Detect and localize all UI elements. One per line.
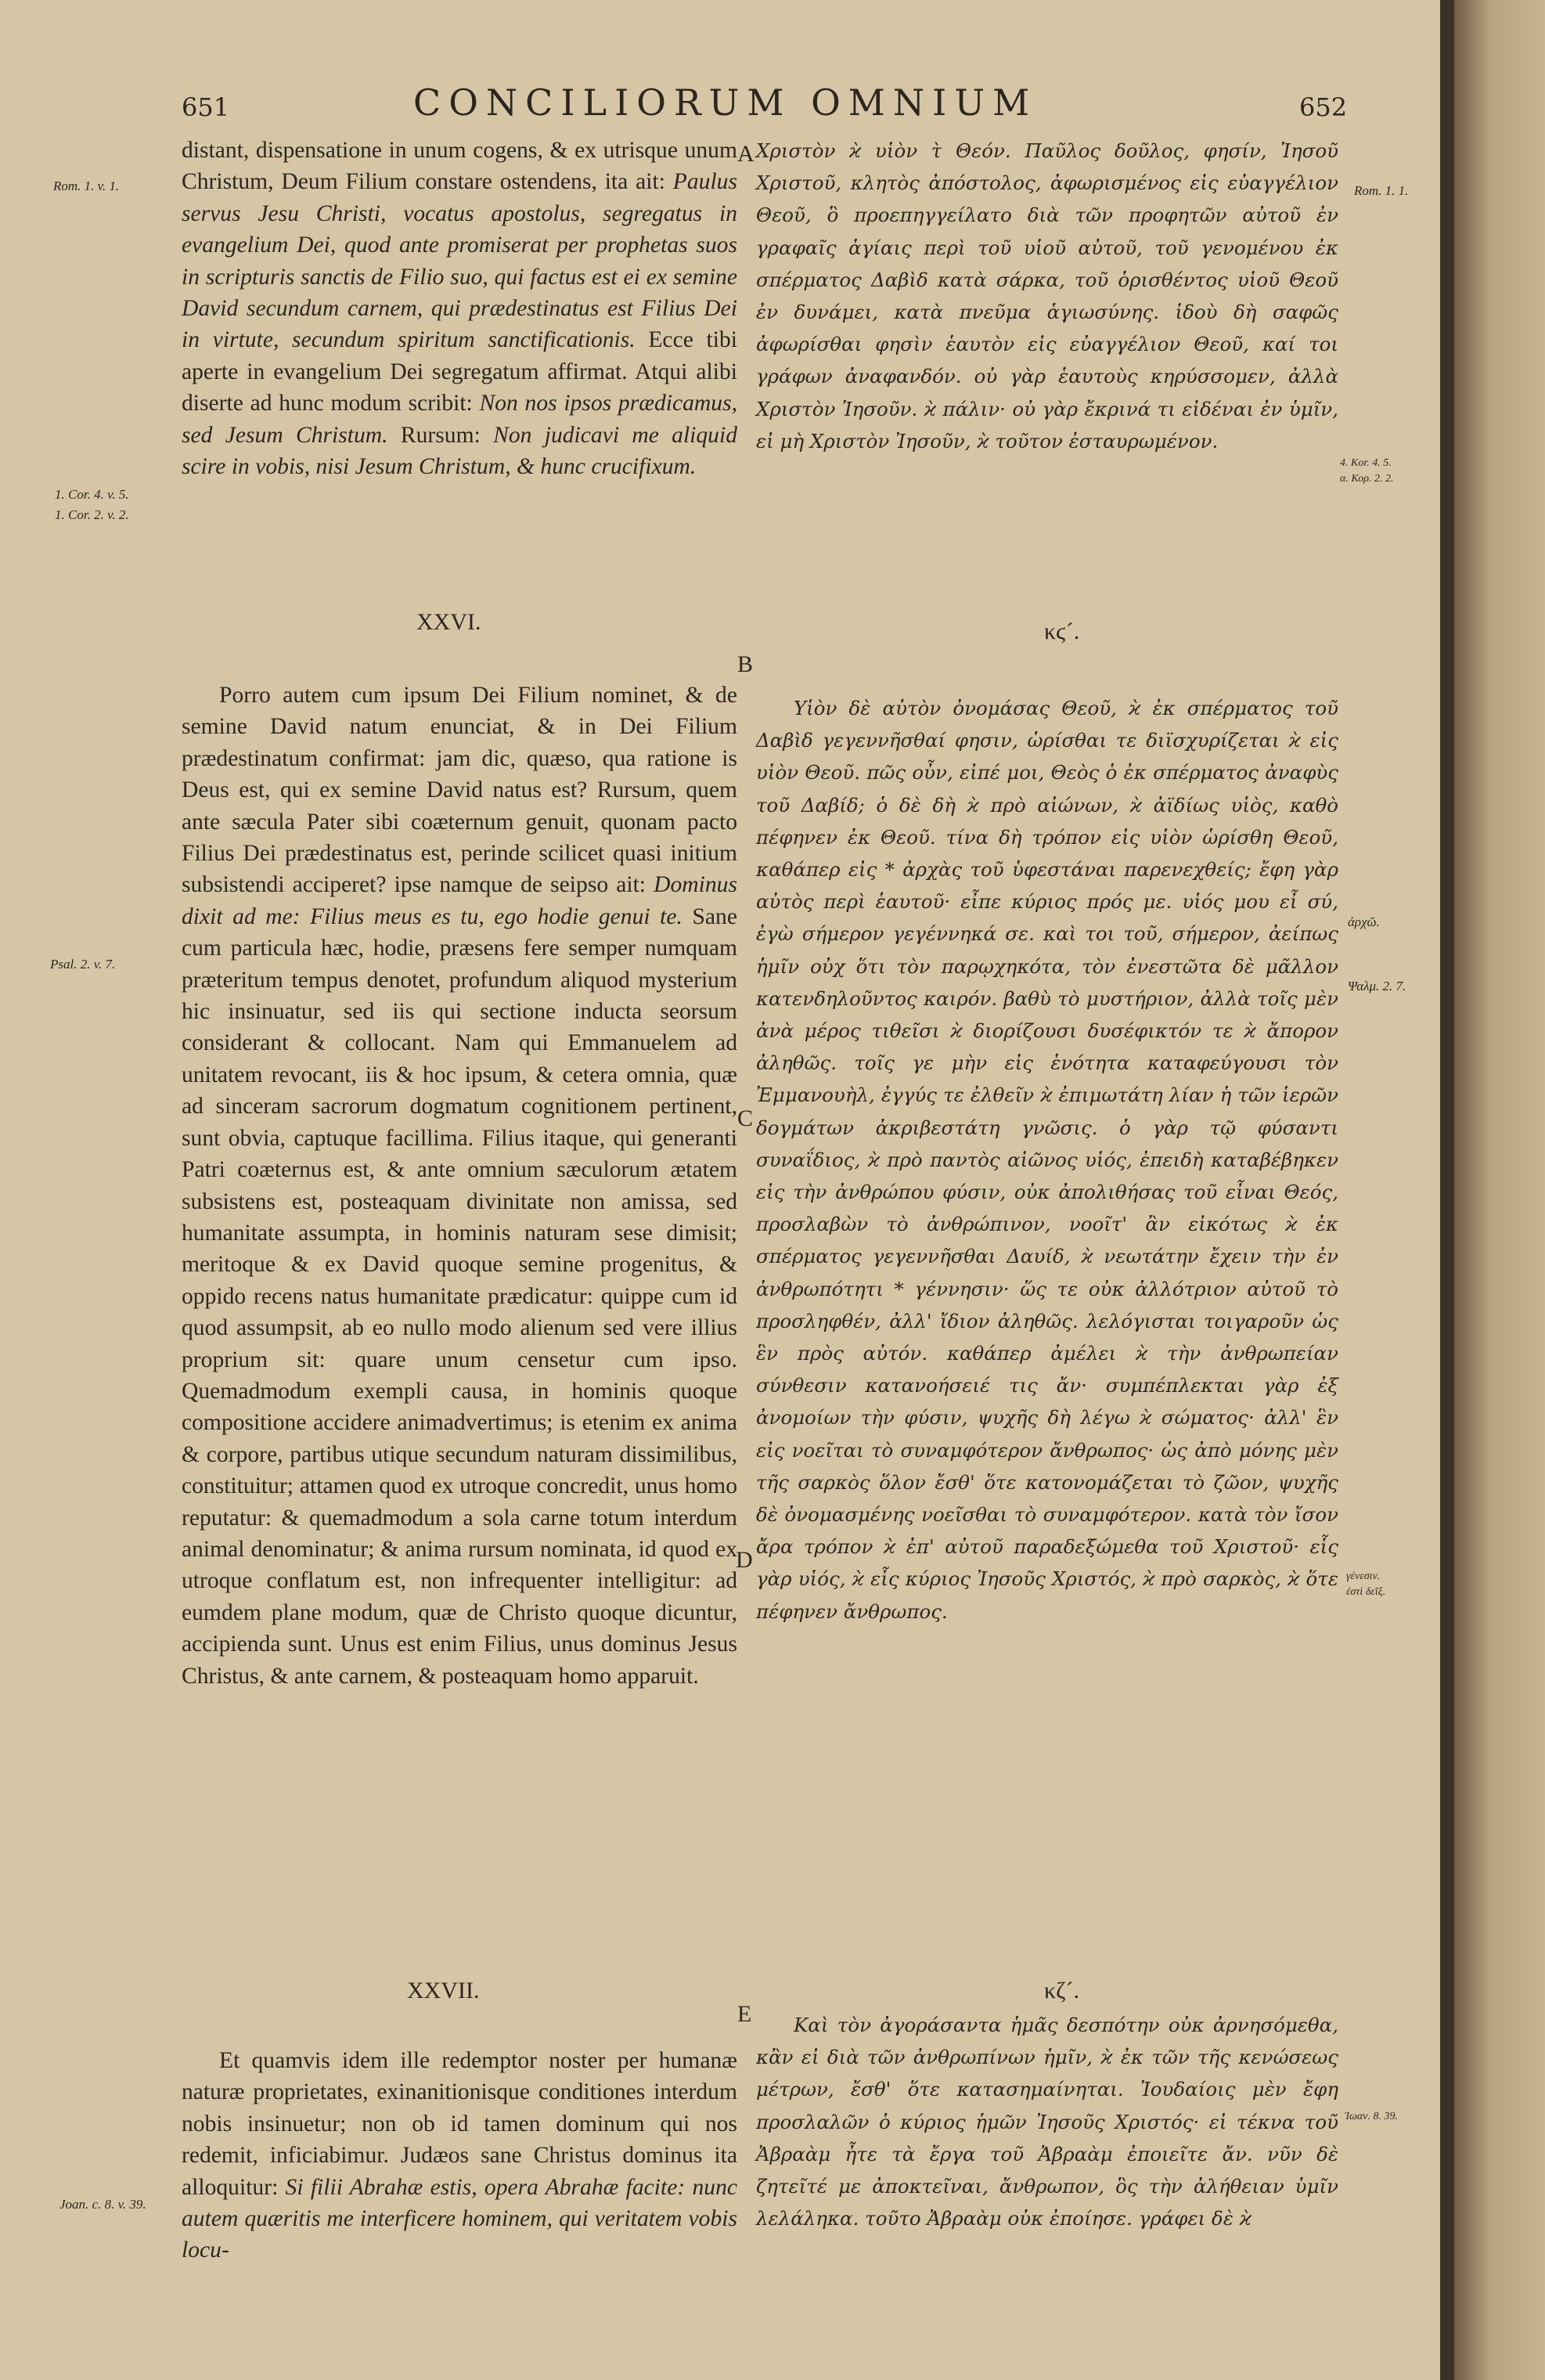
section-letter-c: C — [737, 1105, 754, 1131]
margin-ref-psal-greek: Ψαλμ. 2. 7. — [1348, 979, 1406, 993]
latin-text-top: distant, dispensatione in unum cogens, & ex utrisque unum Christum, Deum Filium constare ostendens, ita ait: Paulus servus Jesu Christi, vocatus apostolus, segregatus in evangelium Dei, quod ante promiserat per prophetas suos in scripturis sanctis de Filio suo, qui factus est ei ex semine David secundum carnem, qui prædestinatus est Filius Dei in virtute, secundum spiritum sanctificationis. Ecce tibi aperte in evangelium Dei segregatum affirmat. Atqui alibi diserte ad hunc modum scribit: Non nos ipsos prædicamus, sed Jesum Christum. Rursum: Non judicavi me aliquid scire in vobis, nisi Jesum Christum, & hunc crucifixum. — [182, 138, 737, 480]
section-heading-27-latin: XXVII. — [407, 1978, 480, 2003]
section-heading-26-latin: XXVI. — [416, 609, 481, 635]
latin-text-26: Porro autem cum ipsum Dei Filium nominet, & de semine David natum enunciat, & in Dei Filium prædestinatum confirmat: jam dic, quæso, qua ratione is Deus est, qui ex semine David natus est? Rursum, quem ante sæcula Pater sibi coæternum genuit, quonam pacto Filius Dei prædestinatus est, perinde scilicet quasi initium subsistendi acciperet? ipse namque de seipso ait: Dominus dixit ad me: Filius meus es tu, ego hodie genui te. Sane cum particula hæc, hodie, præsens fere semper numquam præteritum tempus denotet, profundum aliquod mysterium hic insinuatur, sed iis qui sectione inducta seorsum considerant & collocant. Nam qui Emmanuelem ad unitatem revocant, iis & hoc ipsum, & cetera omnia, quæ ad sinceram sacrorum dogmatum cognitionem pertinent, sunt obvia, captuque facillima. Filius itaque, qui generanti Patri coæternus est, & ante omnium sæculorum ætatem subsistens est, posteaquam divinitate non amissa, sed humanitate assumpta, in hominis naturam sese dimisit; meritoque & ex David quoque semine progenitus, & oppido recens natus humanitate prædicatur: quippe cum id quod assumpsit, ab eo nullo modo alienum sed vere illius proprium sit: quare unum censetur cum ipso. Quemadmodum exempli causa, in hominis quoque compositione accidere animadvertimus; is etenim ex anima & corpore, partibus utique secundum naturam dissimilibus, constituitur; attamen quod ex utroque concredit, unus homo reputatur: & quemadmodum a sola carne totum interdum animal denominatur; & anima rursum nominata, id quod ex utroque conflatum est, non infrequenter intelligitur: ad eumdem plane modum, quæ de Christo quoque dicuntur, accipienda sunt. Unus est enim Filius, unus dominus Jesus Christus, & ante carnem, & posteaquam homo apparuit. — [182, 683, 737, 1689]
greek-text-top: Χριστὸν ϰ̀ υἱὸν τ̀ Θεόν. Παῦλος δοῦλος, φησίν, Ἰησοῦ Χριστοῦ, κλητὸς ἀπόστολος, ἀφωρισμένος εἰς εὐαγγέλιον Θεοῦ, ὃ προεπηγγείλατο διὰ τῶν προφητῶν αὐτοῦ ἐν γραφαῖς ἁγίαις περὶ τοῦ υἱοῦ αὐτοῦ, τοῦ γενομένου ἐκ σπέρματος Δαβὶδ κατὰ σάρκα, τοῦ ὁρισθέντος υἱοῦ Θεοῦ ἐν δυνάμει, κατὰ πνεῦμα ἁγιωσύνης. ἰδοὺ δὴ σαφῶς ἀφωρίσθαι φησὶν ἑαυτὸν εἰς εὐαγγέλιον Θεοῦ, καί τοι γράφων ἀναφανδόν. οὐ γὰρ ἑαυτοὺς κηρύσσομεν, ἀλλὰ Χριστὸν Ἰησοῦν. ϰ̀ πάλιν· οὐ γὰρ ἔκρινά τι εἰδέναι ἐν ὑμῖν, εἰ μὴ Χριστὸν Ἰησοῦν, ϰ̀ τοῦτον ἐσταυρωμένον. — [756, 139, 1338, 453]
margin-ref-cor-greek-2: α. Κορ. 2. 2. — [1340, 473, 1394, 485]
section-letter-b: B — [737, 651, 754, 677]
margin-ref-rom: Rom. 1. v. 1. — [53, 178, 120, 193]
margin-ref-cor1: 1. Cor. 4. v. 5. — [55, 487, 129, 502]
page-number-left: 651 — [182, 92, 230, 122]
margin-ref-gen-2: ἐστὶ δεῖξ. — [1346, 1586, 1386, 1598]
margin-ref-archas: ἀρχῶ. — [1348, 914, 1380, 929]
section-letter-e: E — [737, 2001, 752, 2027]
margin-ref-rom-greek: Rom. 1. 1. — [1354, 183, 1409, 198]
greek-text-27: Καὶ τὸν ἀγοράσαντα ἡμᾶς δεσπότην οὐκ ἀρνησόμεθα, κἂν εἰ διὰ τῶν ἀνθρωπίνων ἡμῖν, ϰ̀ ἐκ τῶν τῆς κενώσεως μέτρων, ἔσθ' ὅτε κατασημαίνηται. Ἰουδαίοις μὲν ἔφη προσλαλῶν ὁ κύριος ἡμῶν Ἰησοῦς Χριστός· εἰ τέκνα τοῦ Ἀβραὰμ ἦτε τὰ ἔργα τοῦ Ἀβραὰμ ἐποιεῖτε ἄν. νῦν δὲ ζητεῖτέ με ἀποκτεῖναι, ἄνθρωπον, ὃς τὴν ἀλήθειαν ὑμῖν λελάληκα. τοῦτο Ἀβραὰμ οὐκ ἐποίησε. γράφει δὲ ϰ̀ — [756, 2014, 1338, 2230]
margin-ref-gen-1: γένεσιν. — [1346, 1570, 1381, 1582]
latin-text-27: Et quamvis idem ille redemptor noster per humanæ naturæ proprietates, exinanitionisque conditiones interdum nobis insinuetur; non ob id tamen dominum qui nos redemit, inficiabimur. Judæos sane Christus dominus ita alloquitur: Si filii Abrahæ estis, opera Abrahæ facite: nunc autem quæritis me interficere hominem, qui veritatem vobis locu- — [182, 2048, 737, 2263]
greek-text-26: Υἱὸν δὲ αὐτὸν ὀνομάσας Θεοῦ, ϰ̀ ἐκ σπέρματος τοῦ Δαβὶδ γεγεννῆσθαί φησιν, ὡρίσθαι τε διϊσχυρίζεται ϰ̀ εἰς υἱὸν Θεοῦ. πῶς οὖν, εἰπέ μοι, Θεὸς ὁ ἐκ σπέρματος ἀναφὺς τοῦ Δαβίδ; ὁ δὲ δὴ ϰ̀ πρὸ αἰώνων, ϰ̀ ἀϊδίως υἱὸς, καθὸ πέφηνεν ἐκ Θεοῦ. τίνα δὴ τρόπον εἰς υἱὸν ὡρίσθη Θεοῦ, καθάπερ εἰς * ἀρχὰς τοῦ ὑφεστάναι παρενεχθείς; ἔφη γὰρ αὐτὸς περὶ ἑαυτοῦ· εἶπε κύριος πρός με. υἱός μου εἶ σύ, ἐγὼ σήμερον γεγέννηκά σε. καὶ τοι τοῦ, σήμερον, ἀείπως ἡμῖν οὐχ ὅτι τὸν παρῳχηκότα, τὸν ἐνεστῶτα δὲ μᾶλλον κατενδηλοῦντος καιρόν. βαθὺ τὸ μυστήριον, ἀλλὰ τοῖς μὲν ἀνὰ μέρος τιθεῖσι ϰ̀ διορίζουσι δυσέφικτόν τε ϰ̀ ἄπορον ἀληθῶς. τοῖς γε μὴν εἰς ἑνότητα καταφεύγουσι τὸν Ἐμμανουὴλ, ἐγγύς τε ἐλθεῖν ϰ̀ ἐπιμωτάτη λίαν ἡ τῶν ἱερῶν δογμάτων ἀκριβεστάτη γνῶσις. ὁ γὰρ τῷ φύσαντι συναΐδιος, ϰ̀ πρὸ παντὸς αἰῶνος υἱός, ἐπειδὴ καταβέβηκεν εἰς τὴν ἀνθρώπου φύσιν, οὐκ ἀπολιθήσας τοῦ εἶναι Θεός, προσλαβὼν τὸ ἀνθρώπινον, νοοῖτ' ἂν εἰκότως ϰ̀ ἐκ σπέρματος γεγεννῆσθαι Δαυίδ, ϰ̀ νεωτάτην ἔχειν τὴν ἐν ἀνθρωπότητι * γέννησιν· ὥς τε οὐκ ἀλλότριον αὐτοῦ τὸ προσληφθέν, ἀλλ' ἴδιον ἀληθῶς. λελόγισται τοιγαροῦν ὡς ἓν πρὸς αὐτόν. καθάπερ ἀμέλει ϰ̀ τὴν ἀνθρωπείαν σύνθεσιν κατανοήσειέ τις ἄν· συμπέπλεκται γὰρ ἐξ ἀνομοίων τὴν φύσιν, ψυχῆς δὴ λέγω ϰ̀ σώματος· ἀλλ' ἓν εἰς νοεῖται τὸ συναμφότερον ἄνθρωπος· ὡς ἀπὸ μόνης μὲν τῆς σαρκὸς ὅλον ἔσθ' ὅτε κατονομάζεται τὸ ζῶον, ψυχῆς δὲ ὀνομασμένης νοεῖσθαι τὸ συναμφότερον. κατὰ τὸν ἴσον ἄρα τρόπον ϰ̀ ἐπ' αὐτοῦ παραδεξώμεθα τοῦ Χριστοῦ· εἷς γὰρ υἱός, ϰ̀ εἷς κύριος Ἰησοῦς Χριστός, ϰ̀ πρὸ σαρκὸς, ϰ̀ ὅτε πέφηνεν ἄνθρωπος. — [756, 697, 1338, 1623]
page-number-right: 652 — [1299, 92, 1348, 122]
running-title: CONCILIORUM OMNIUM — [413, 81, 1038, 124]
section-heading-26-greek: κϛ´. — [1044, 618, 1080, 644]
section-letter-d: D — [736, 1547, 753, 1573]
adjacent-page-edge — [1454, 0, 1545, 2380]
margin-ref-cor2: 1. Cor. 2. v. 2. — [55, 507, 129, 522]
margin-ref-joan: Joan. c. 8. v. 39. — [59, 2197, 146, 2212]
margin-ref-joan-greek: Ἰωαν. 8. 39. — [1345, 2111, 1398, 2122]
margin-ref-cor-greek-1: 4. Kor. 4. 5. — [1340, 457, 1392, 469]
margin-ref-psal: Psal. 2. v. 7. — [50, 957, 116, 972]
section-letter-a: A — [737, 141, 754, 167]
section-heading-27-greek: κζ´. — [1044, 1978, 1080, 2003]
